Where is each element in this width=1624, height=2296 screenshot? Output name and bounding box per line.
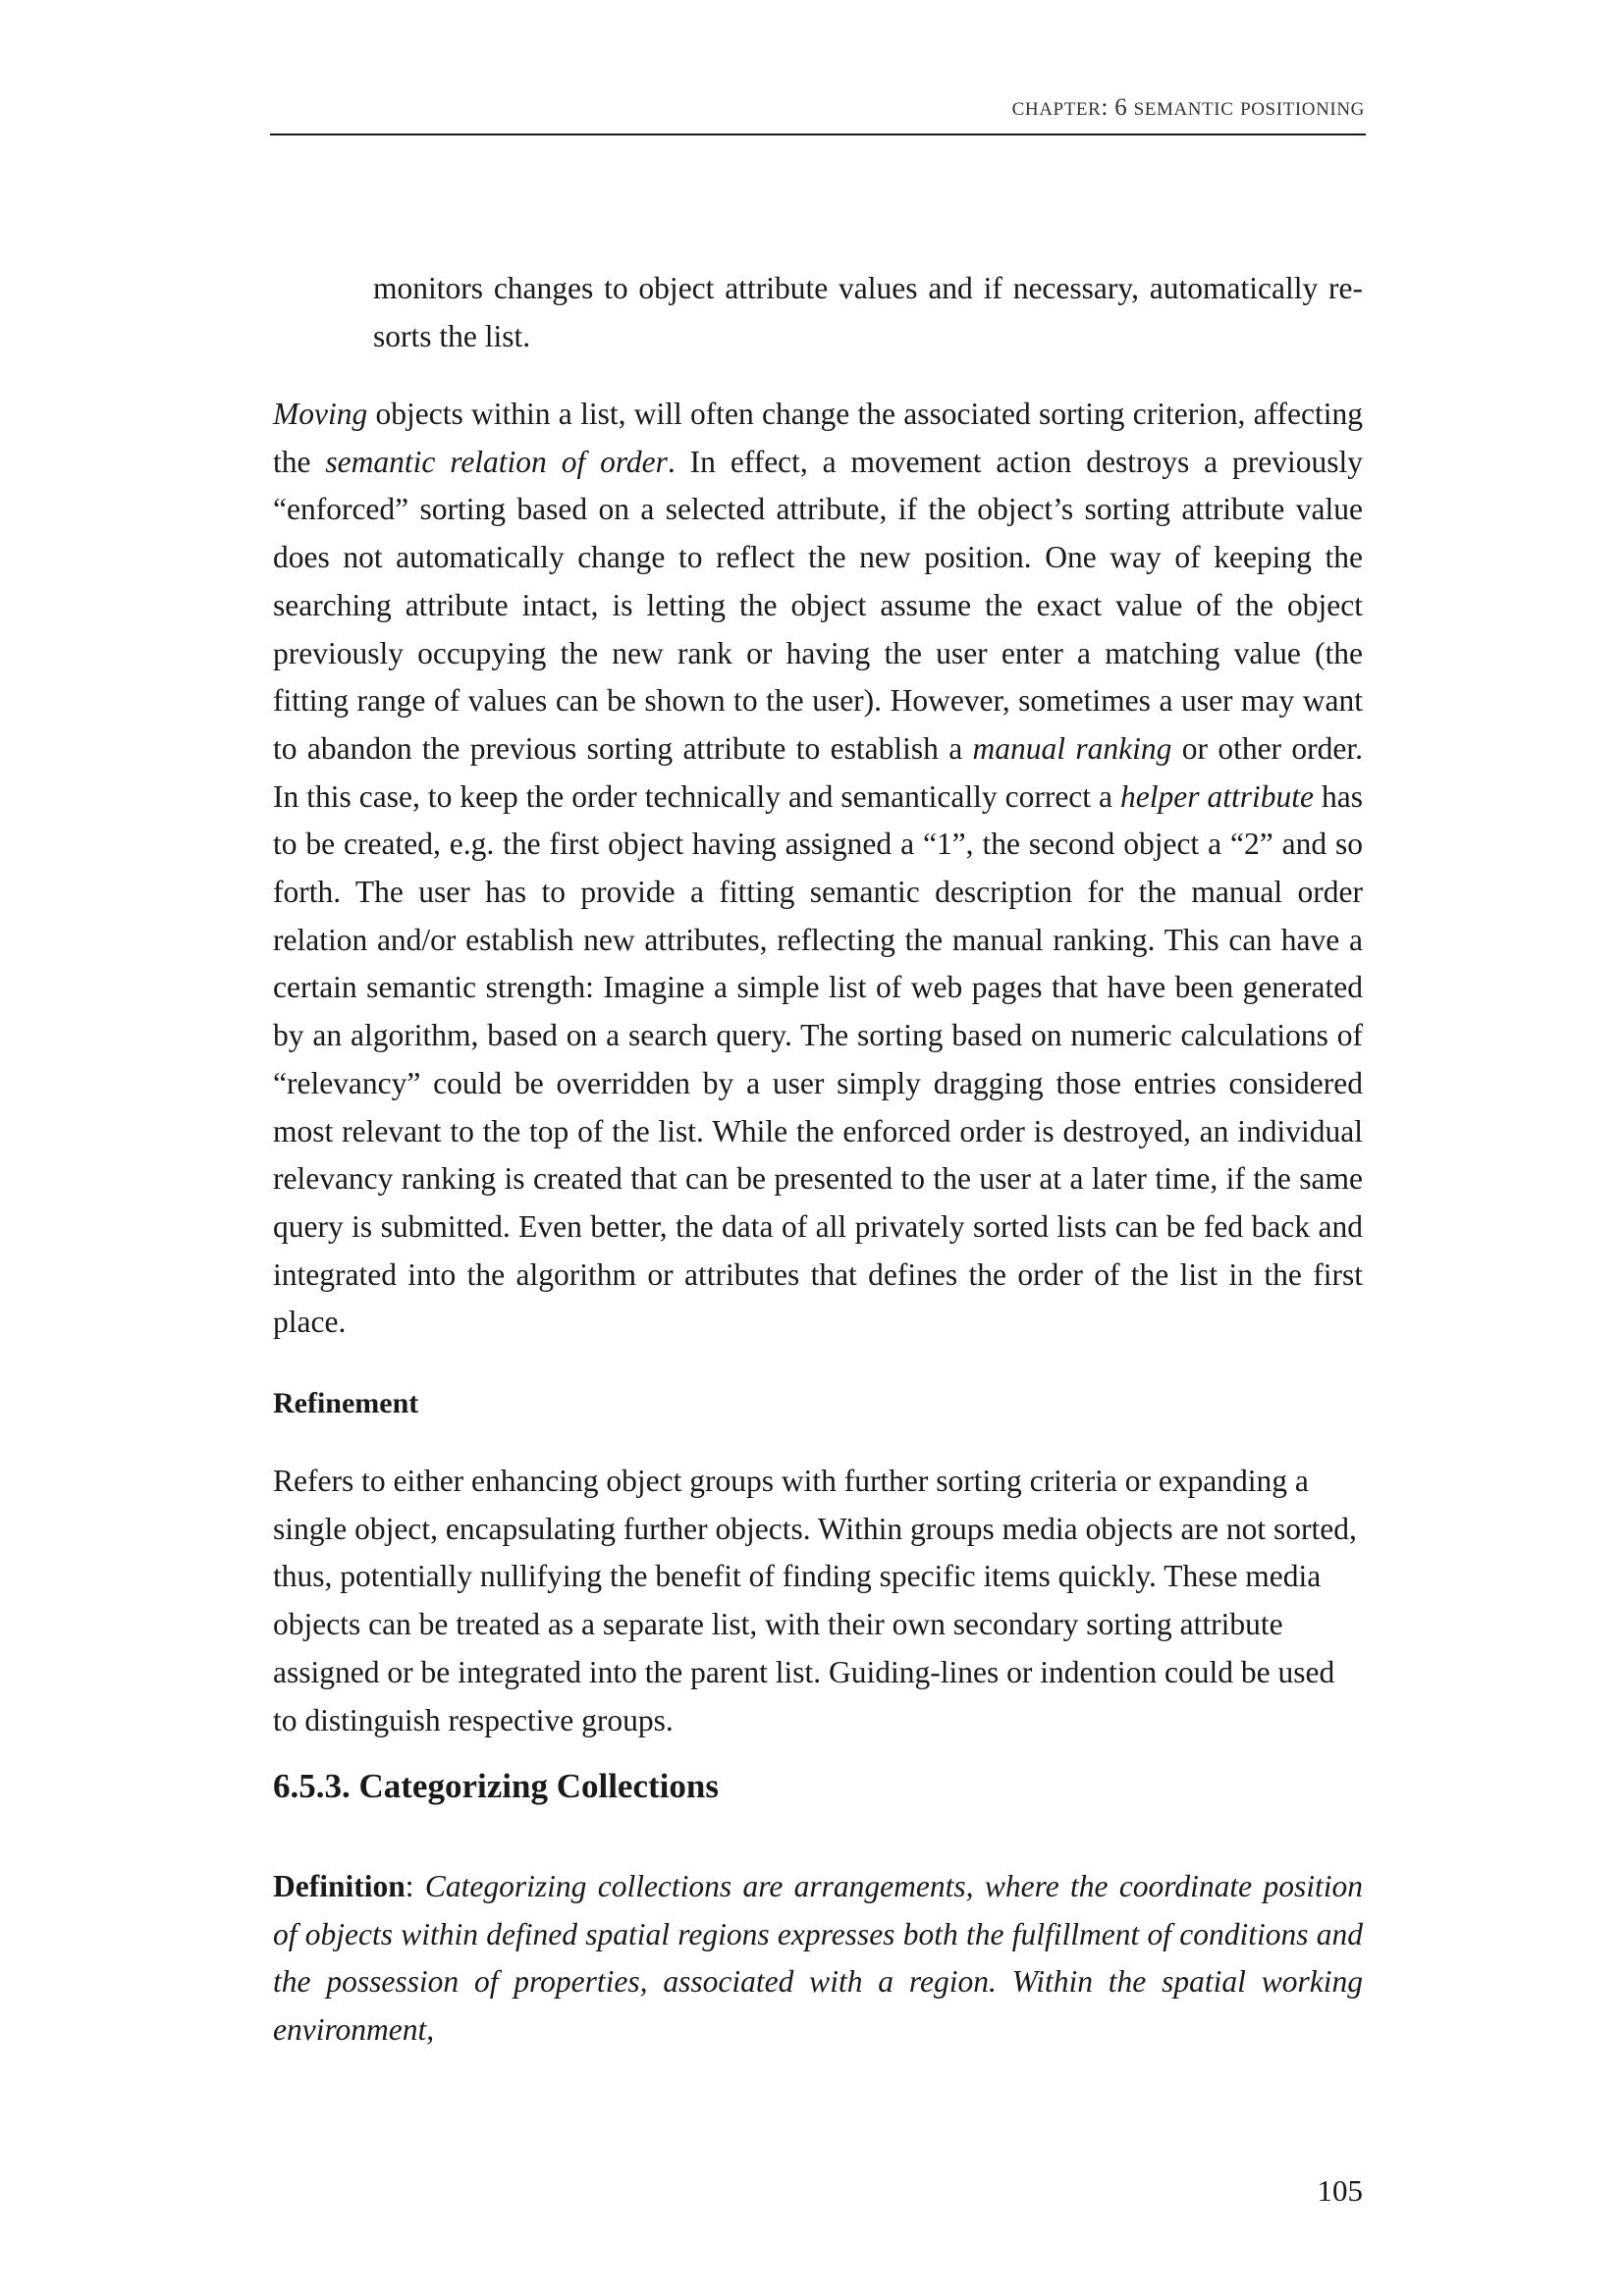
refinement-heading: Refinement <box>273 1387 419 1419</box>
definition-text: Categorizing collections are arrangements, where the coordinate position of objects within defined spatial regions expresses both the fulfillment of conditions and the possession of properties, associated with a region. Within the spatial working environment, <box>273 1869 1363 2048</box>
section-title: 6.5.3. Categorizing Collections <box>273 1767 719 1805</box>
continuation-paragraph: monitors changes to object attribute values and if necessary, automatically re-sorts the list. <box>373 271 1363 353</box>
definition-colon: : <box>405 1869 425 1903</box>
definition-paragraph <box>273 1863 1363 2055</box>
chapter-title-second: POSITIONING <box>1240 99 1365 120</box>
moving-text-a: objects within a list, will often change the associated sorting criterion, affecting the <box>273 397 1363 479</box>
running-head <box>270 94 1365 122</box>
refinement-paragraph: Refers to either enhancing object groups with further sorting criteria or expanding a single object, encapsulating further objects. Within groups media objects are not sorted, thus, potentially nullifying the benefit of finding specific items quickly. These media objects can be treated as a separate list, with their own secondary sorting attribute assigned or be integrated into the parent list. Guiding-lines or indention could be used to distinguish respective groups. <box>273 1464 1357 1737</box>
moving-paragraph <box>273 391 1363 1347</box>
moving-text-c: or other order. In this case, to keep the order technically and semantically correct a <box>273 730 1363 814</box>
chapter-number: : 6 <box>1101 94 1128 121</box>
helper-attribute-term: helper attribute <box>1120 778 1314 814</box>
page-number: 105 <box>1317 2173 1363 2208</box>
header-rule <box>270 133 1366 135</box>
chapter-word: CHAPTER <box>1011 99 1102 120</box>
moving-term: Moving <box>273 397 368 431</box>
manual-ranking-term: manual ranking <box>972 730 1172 766</box>
chapter-title-first: SEMANTIC <box>1133 99 1234 120</box>
moving-text-d: has to be created, e.g. the first object having assigned a “1”, the second object a “2” and so forth. The user has to provide a fitting semantic description for the manual order relation and/or establish new attributes, reflecting the manual ranking. This can have a certain semantic strength: Imagine a simple list of web pages that have been generated by an algorithm, based on a search query. The sorting based on numeric calculations of “relevancy” could be overridden by a user simply dragging those entries considered most relevant to the top of the list. While the enforced order is destroyed, an individual relevancy ranking is created that can be presented to the user at a later time, if the same query is submitted. Even better, the data of all privately sorted lists can be fed back and integrated into the algorithm or attributes that defines the order of the list in the first place. <box>273 778 1363 1340</box>
semantic-relation-term: semantic relation of order <box>325 444 668 479</box>
moving-text-b: . In effect, a movement action destroys a previously “enforced” sorting based on a selected attribute, if the object’s sorting attribute value does not automatically change to reflect the new position. One way of keeping the searching attribute intact, is letting the object assume the exact value of the object previously occupying the new rank or having the user enter a matching value (the fitting range of values can be shown to the user). However, sometimes a user may want to abandon the previous sorting attribute to establish a <box>273 444 1363 766</box>
definition-label: Definition <box>273 1869 406 1903</box>
